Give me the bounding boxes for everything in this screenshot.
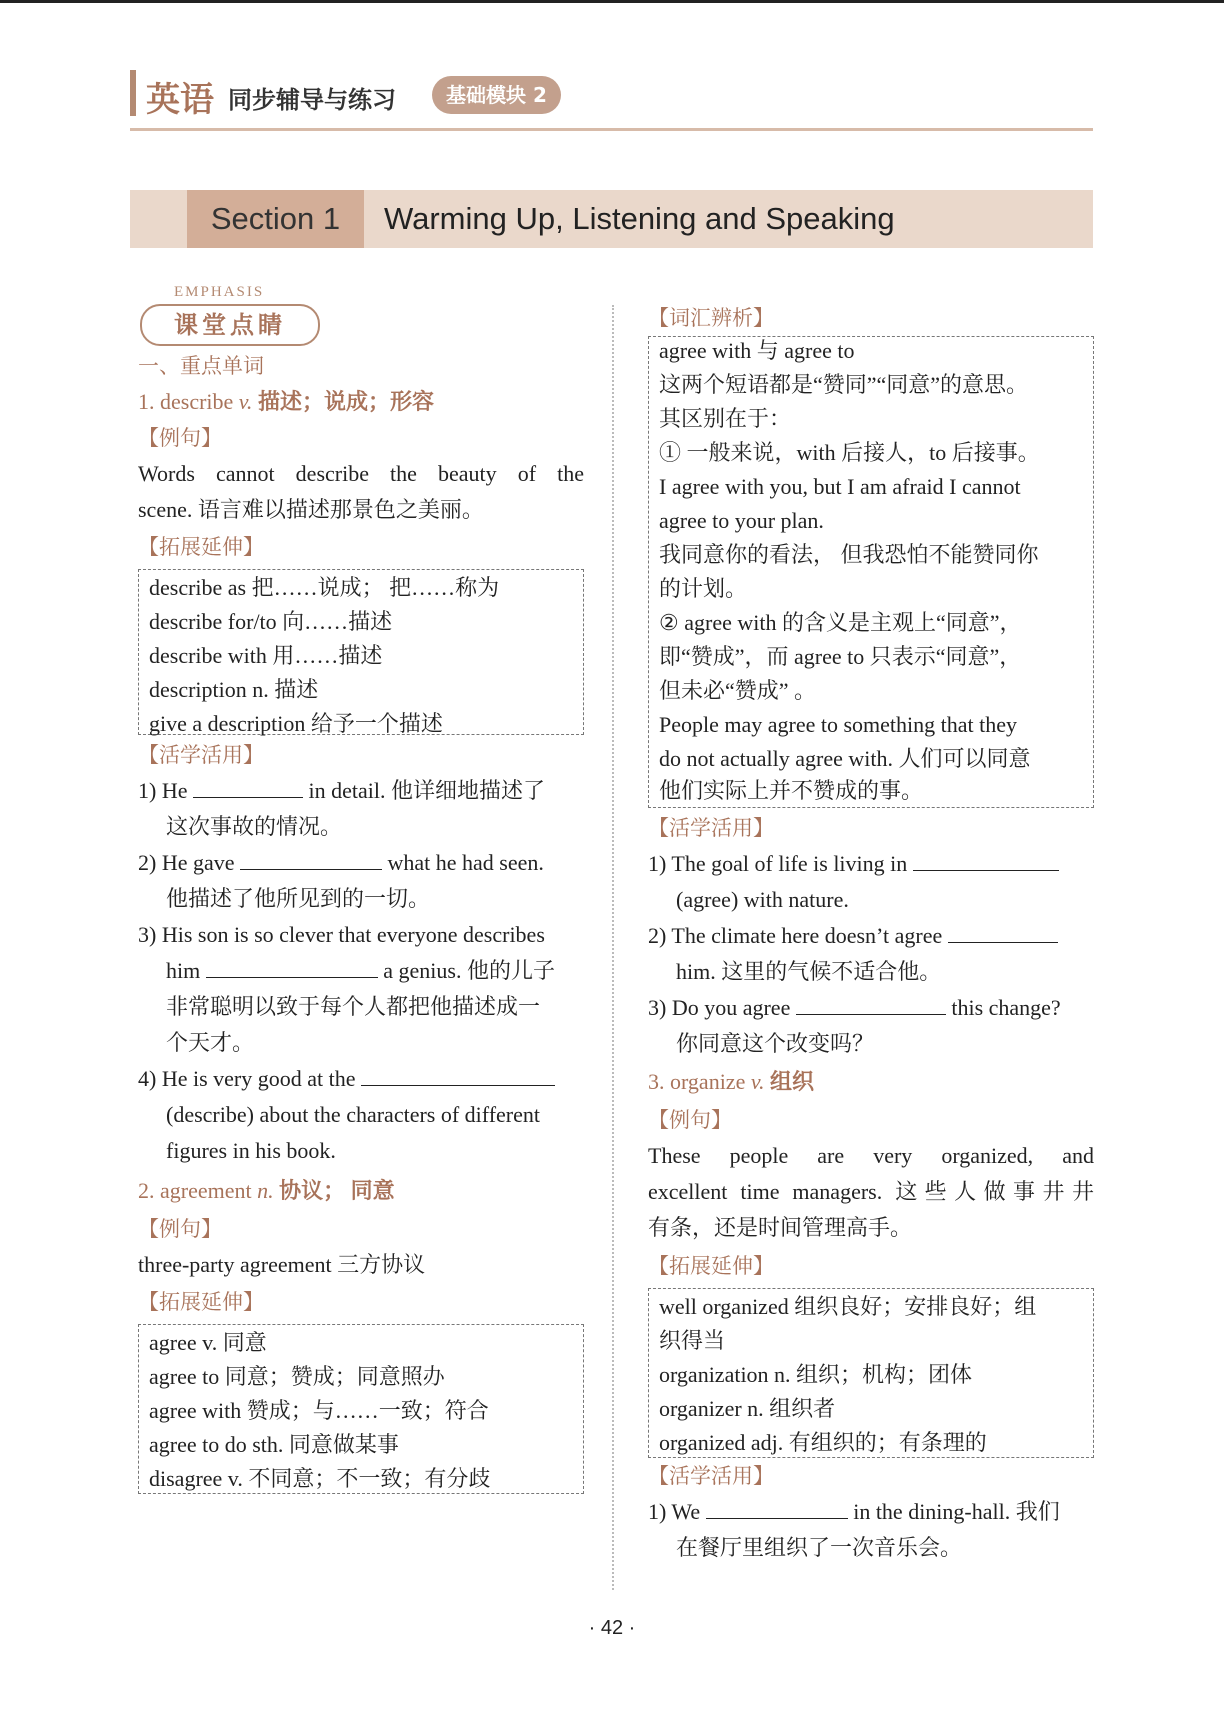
analysis-line: People may agree to something that they xyxy=(659,712,1018,737)
answer-blank[interactable] xyxy=(796,994,946,1015)
word-pos: v. xyxy=(750,1069,765,1094)
example-line: 有条，还是时间管理高手。 xyxy=(648,1215,913,1240)
header-module-badge: 基础模块 2 xyxy=(432,76,561,114)
page-header xyxy=(130,70,1093,132)
top-border xyxy=(0,0,1224,3)
exercise-text: in the dining-hall. 我们 xyxy=(853,1499,1060,1524)
exercise-line: 他描述了他所见到的一切。 xyxy=(166,886,431,911)
example-line: These people are very organized, and xyxy=(648,1143,1094,1168)
exercise-line: 非常聪明以致于每个人都把他描述成一 xyxy=(166,994,541,1019)
example-line: Words cannot describe the beauty of the xyxy=(138,461,584,486)
analysis-line: do not actually agree with. 人们可以同意 xyxy=(659,746,1031,771)
extension-box xyxy=(138,1324,584,1494)
extension-item: describe for/to 向……描述 xyxy=(149,609,393,634)
exercise-line xyxy=(648,850,1059,878)
analysis-line: 其区别在于： xyxy=(659,406,792,431)
analysis-line: agree to your plan. xyxy=(659,508,824,533)
exercise-line: 在餐厅里组织了一次音乐会。 xyxy=(676,1535,963,1560)
exercise-line: him. 这里的气候不适合他。 xyxy=(676,959,942,984)
extension-box xyxy=(138,569,584,735)
word-text: 1. describe xyxy=(138,389,234,414)
exercise-line: figures in his book. xyxy=(166,1138,336,1163)
section-banner xyxy=(130,190,1093,248)
exercise-line: 个天才。 xyxy=(166,1030,255,1055)
exercise-line xyxy=(166,957,555,985)
analysis-line: 这两个短语都是“赞同”“同意”的意思。 xyxy=(659,372,1029,397)
word-pos: n. xyxy=(257,1178,274,1203)
exercise-line xyxy=(138,777,545,805)
exercise-text: a genius. 他的儿子 xyxy=(383,958,555,983)
example-label: 【例句】 xyxy=(138,1217,222,1241)
analysis-line: ② agree with 的含义是主观上“同意”， xyxy=(659,610,1022,635)
extension-item: agree v. 同意 xyxy=(149,1330,267,1355)
analysis-label: 【词汇辨析】 xyxy=(648,306,774,330)
word-meaning: 协议； 同意 xyxy=(279,1178,395,1203)
word-title xyxy=(648,1068,814,1096)
answer-blank[interactable] xyxy=(240,849,382,870)
exercise-line: 这次事故的情况。 xyxy=(166,814,343,839)
example-label: 【例句】 xyxy=(138,426,222,450)
exercise-text: 2) The climate here doesn’t agree xyxy=(648,923,943,948)
answer-blank[interactable] xyxy=(913,850,1059,871)
word-text: 2. agreement xyxy=(138,1178,252,1203)
extension-item: give a description 给予一个描述 xyxy=(149,711,443,736)
header-subject: 英语 xyxy=(146,80,214,120)
practice-label: 【活学活用】 xyxy=(138,743,264,767)
exercise-line: 你同意这个改变吗？ xyxy=(676,1031,875,1056)
answer-blank[interactable] xyxy=(706,1498,848,1519)
practice-label: 【活学活用】 xyxy=(648,816,774,840)
extension-item: describe as 把……说成； 把……称为 xyxy=(149,575,500,600)
extension-item: organizer n. 组织者 xyxy=(659,1396,836,1421)
exercise-line xyxy=(138,849,544,877)
extension-item: agree to do sth. 同意做某事 xyxy=(149,1432,399,1457)
answer-blank[interactable] xyxy=(361,1065,555,1086)
analysis-line: agree with 与 agree to xyxy=(659,338,855,363)
answer-blank[interactable] xyxy=(193,777,303,798)
exercise-text: 1) He xyxy=(138,778,188,803)
extension-item: agree to 同意；赞成；同意照办 xyxy=(149,1364,445,1389)
analysis-line: 即“赞成”，而 agree to 只表示“同意”， xyxy=(659,644,1022,669)
word-meaning: 描述；说成；形容 xyxy=(257,389,434,414)
word-title xyxy=(138,1177,395,1205)
analysis-line: 但未必“赞成” 。 xyxy=(659,678,817,703)
exercise-text: 1) We xyxy=(648,1499,701,1524)
exercise-text: 2) He gave xyxy=(138,850,235,875)
word-title xyxy=(138,388,434,416)
word-pos: v. xyxy=(238,389,253,414)
extension-label: 【拓展延伸】 xyxy=(648,1254,774,1278)
header-book-title: 同步辅导与练习 xyxy=(228,86,396,114)
answer-blank[interactable] xyxy=(206,957,378,978)
key-words-heading: 一、重点单词 xyxy=(138,354,264,378)
exercise-line xyxy=(138,1065,555,1093)
extension-item: disagree v. 不同意；不一致；有分歧 xyxy=(149,1466,491,1491)
analysis-line: 我同意你的看法， 但我恐怕不能赞同你 xyxy=(659,542,1039,567)
exercise-line xyxy=(648,1498,1060,1526)
example-line: three-party agreement 三方协议 xyxy=(138,1252,426,1277)
page-number: · 42 · xyxy=(588,1617,636,1639)
extension-label: 【拓展延伸】 xyxy=(138,1290,264,1314)
analysis-line: I agree with you, but I am afraid I cannot xyxy=(659,474,1021,499)
word-meaning: 组织 xyxy=(769,1069,814,1094)
extension-item: well organized 组织良好；安排良好；组 xyxy=(659,1294,1037,1319)
extension-label: 【拓展延伸】 xyxy=(138,535,264,559)
extension-item: 织得当 xyxy=(659,1328,726,1353)
exercise-text: 3) Do you agree xyxy=(648,995,791,1020)
extension-item: organization n. 组织；机构；团体 xyxy=(659,1362,973,1387)
answer-blank[interactable] xyxy=(948,922,1058,943)
emphasis-label-cn: 课堂点睛 xyxy=(140,304,320,346)
exercise-text: in detail. 他详细地描述了 xyxy=(308,778,545,803)
exercise-line: (agree) with nature. xyxy=(676,887,849,912)
analysis-line: 他们实际上并不赞成的事。 xyxy=(659,778,924,803)
extension-item: describe with 用……描述 xyxy=(149,643,383,668)
example-line: scene. 语言难以描述那景色之美丽。 xyxy=(138,497,484,522)
exercise-text: 1) The goal of life is living in xyxy=(648,851,908,876)
exercise-text: what he had seen. xyxy=(387,850,544,875)
exercise-text: 4) He is very good at the xyxy=(138,1066,356,1091)
analysis-box xyxy=(648,336,1094,808)
header-rule xyxy=(130,128,1093,131)
exercise-line: (describe) about the characters of different xyxy=(166,1102,541,1127)
extension-item: agree with 赞成；与……一致；符合 xyxy=(149,1398,489,1423)
exercise-line xyxy=(648,922,1058,950)
practice-label: 【活学活用】 xyxy=(648,1464,774,1488)
extension-item: organized adj. 有组织的；有条理的 xyxy=(659,1430,987,1455)
analysis-line: ① 一般来说，with 后接人，to 后接事。 xyxy=(659,440,1040,465)
word-text: 3. organize xyxy=(648,1069,746,1094)
extension-item: description n. 描述 xyxy=(149,677,319,702)
exercise-text: this change? xyxy=(951,995,1061,1020)
section-number: Section 1 xyxy=(187,190,364,248)
example-line: excellent time managers. 这些人做事井井 xyxy=(648,1179,1094,1204)
emphasis-label-en: EMPHASIS xyxy=(174,284,265,300)
extension-box xyxy=(648,1288,1094,1458)
example-label: 【例句】 xyxy=(648,1108,732,1132)
section-title: Warming Up, Listening and Speaking xyxy=(384,201,895,236)
header-accent-bar xyxy=(130,70,136,116)
column-divider xyxy=(612,305,614,1590)
exercise-line: 3) His son is so clever that everyone describes xyxy=(138,922,545,947)
analysis-line: 的计划。 xyxy=(659,576,748,601)
exercise-line xyxy=(648,994,1061,1022)
exercise-text: him xyxy=(166,958,201,983)
